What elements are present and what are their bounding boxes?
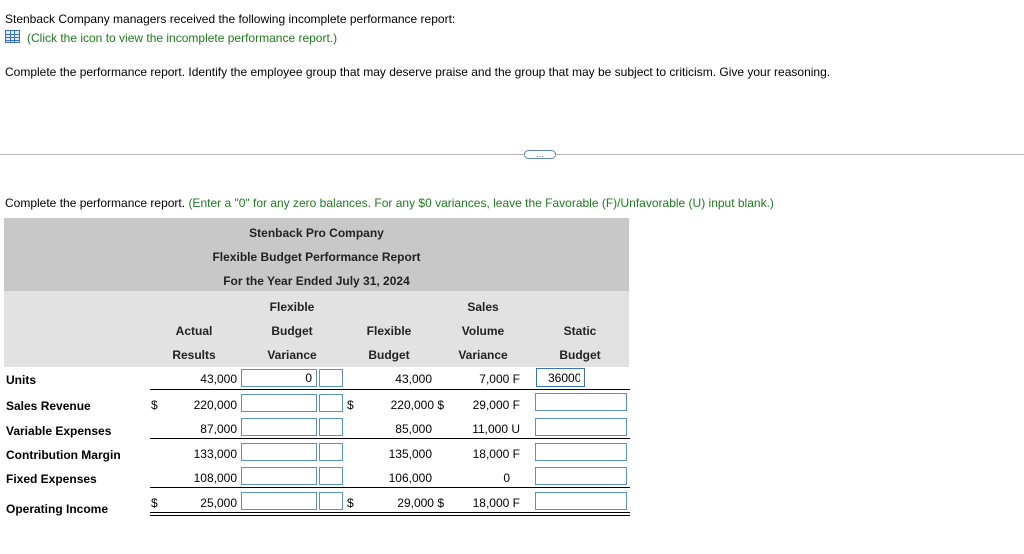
static-variable-expenses-input[interactable] — [535, 418, 627, 436]
col-fbv-1: Flexible — [269, 300, 315, 314]
flex-variable-expenses: 85,000 — [395, 422, 432, 436]
actual-variable-expenses: 87,000 — [200, 422, 237, 436]
units-rule — [150, 389, 630, 390]
operating-income-double-rule-bottom — [150, 515, 630, 516]
fbv-operating-income-input[interactable] — [241, 492, 317, 510]
flex-sales-revenue: 220,000 $ — [390, 398, 444, 412]
static-sales-revenue-input[interactable] — [535, 393, 627, 411]
svv-variable-expenses: 11,000 U — [472, 422, 520, 436]
actual-contribution-margin: 133,000 — [193, 447, 237, 461]
report-period: For the Year Ended July 31, 2024 — [223, 274, 410, 288]
col-fbv-2: Budget — [271, 324, 313, 338]
flex-fixed-expenses: 106,000 — [388, 471, 432, 485]
fbv-sales-revenue-input[interactable] — [241, 394, 317, 412]
col-flex-2: Budget — [368, 348, 410, 362]
svv-units: 7,000 F — [479, 372, 520, 386]
actual-units: 43,000 — [200, 372, 237, 386]
col-actual-1: Actual — [175, 324, 213, 338]
variable-expenses-rule — [150, 438, 630, 439]
expand-button[interactable]: … — [524, 150, 556, 159]
static-operating-income-input[interactable] — [535, 492, 627, 510]
col-fbv-3: Variance — [267, 348, 317, 362]
actual-fixed-expenses: 108,000 — [193, 471, 237, 485]
fbv-variable-expenses-input[interactable] — [241, 418, 317, 436]
report-title: Flexible Budget Performance Report — [212, 250, 421, 264]
row-label-fixed-expenses: Fixed Expenses — [6, 472, 97, 486]
svv-sales-revenue: 29,000 F — [472, 398, 520, 412]
svv-operating-income: 18,000 F — [472, 496, 520, 510]
table-icon[interactable] — [5, 30, 20, 43]
intro-text: Stenback Company managers received the following incomplete performance report: — [5, 12, 456, 26]
col-static-2: Budget — [559, 348, 601, 362]
divider — [0, 154, 1024, 155]
dollar-sign: $ — [151, 398, 158, 412]
row-label-variable-expenses: Variable Expenses — [6, 424, 112, 438]
col-static-1: Static — [563, 324, 597, 338]
col-svv-1: Sales — [467, 300, 499, 314]
row-label-contribution-margin: Contribution Margin — [6, 448, 121, 462]
actual-sales-revenue: 220,000 — [193, 398, 237, 412]
dollar-sign: $ — [347, 398, 354, 412]
flex-units: 43,000 — [395, 372, 432, 386]
dollar-sign: $ — [151, 496, 158, 510]
operating-income-double-rule-top — [150, 512, 630, 513]
fbv-contribution-margin-input[interactable] — [241, 443, 317, 461]
instruction — [5, 196, 774, 210]
static-units-input[interactable] — [536, 368, 585, 387]
col-svv-2: Volume — [461, 324, 505, 338]
fbv-units-input[interactable] — [241, 369, 317, 387]
row-label-operating-income: Operating Income — [6, 502, 109, 516]
row-label-units: Units — [6, 373, 36, 387]
dollar-sign: $ — [347, 496, 354, 510]
svv-fixed-expenses: 0 — [503, 471, 510, 485]
static-contribution-margin-input[interactable] — [535, 443, 627, 461]
flex-contribution-margin: 135,000 — [388, 447, 432, 461]
fixed-expenses-rule — [150, 487, 630, 488]
col-svv-3: Variance — [458, 348, 508, 362]
row-label-sales-revenue: Sales Revenue — [6, 399, 91, 413]
question-text: Complete the performance report. Identify the employee group that may deserve praise and the group that may be subject to criticism. Give your reasoning. — [5, 65, 831, 79]
instruction-lead: Complete the performance report. — [5, 196, 186, 210]
view-report-link[interactable]: (Click the icon to view the incomplete performance report.) — [27, 31, 338, 45]
col-actual-2: Results — [172, 348, 216, 362]
flex-operating-income: 29,000 $ — [397, 496, 444, 510]
static-fixed-expenses-input[interactable] — [535, 467, 627, 485]
instruction-note: (Enter a "0" for any zero balances. For any $0 variances, leave the Favorable (F)/Unfavorable (U) input blank.) — [188, 196, 774, 210]
col-flex-1: Flexible — [366, 324, 412, 338]
actual-operating-income: 25,000 — [200, 496, 237, 510]
svv-contribution-margin: 18,000 F — [472, 447, 520, 461]
company-name: Stenback Pro Company — [249, 226, 384, 240]
fbv-fixed-expenses-input[interactable] — [241, 467, 317, 485]
